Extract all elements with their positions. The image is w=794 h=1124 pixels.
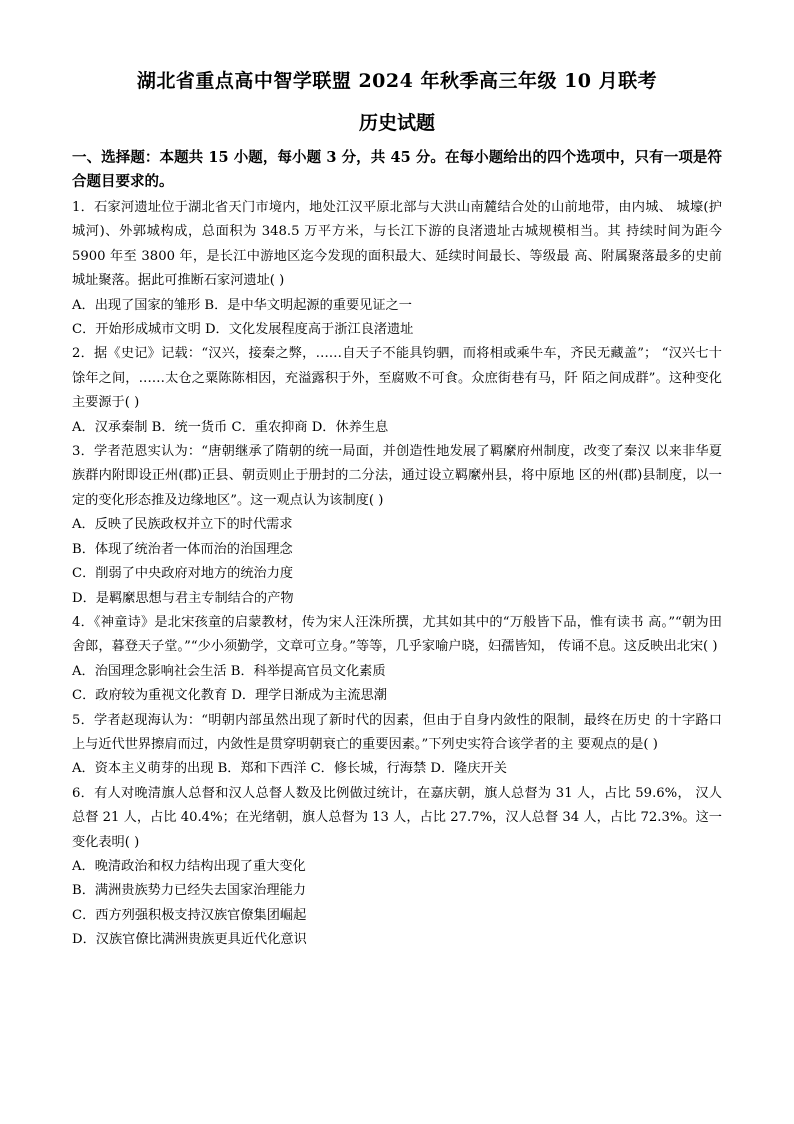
section-heading: 一、选择题：本题共 15 小题，每小题 3 分，共 45 分。在每小题给出的四个选项中，只有一项是符 合题目要求的。 [72,149,722,190]
page-subtitle: 历史试题 [358,112,435,134]
question-stem: 4．《神童诗》是北宋孩童的启蒙教材，传为宋人汪洙所撰，尤其如其中的“万般皆下品，惟有读书 高。”“朝为田舍郎，暮登天子堂。”“少小须勤学，文章可立身。”等等，几乎家喻户晓，妇孺皆知， 传诵不息。这反映出北宋( ) [72,614,722,655]
page-title: 湖北省重点高中智学联盟 2024 年秋季高三年级 10 月联考 [136,70,658,92]
question-stem: 2．据《史记》记载：“汉兴，接秦之弊，……自天子不能具钧驷，而将相或乘牛车，齐民无藏盖”； “汉兴七十馀年之间，……太仓之粟陈陈相因，充溢露积于外，至腐败不可食。众庶街巷有马，阡 陌之间成群”。这种变化主要源于( ) [72,346,722,411]
question-3 [72,440,722,611]
question-option: A．反映了民族政权并立下的时代需求 [72,517,293,533]
question-option: A．资本主义萌芽的出现 B．郑和下西洋 C．修长城，行海禁 D．隆庆开关 [72,761,507,777]
question-option: A．出现了国家的雏形 B．是中华文明起源的重要见证之一 [72,297,412,313]
question-option: A．汉承秦制 B．统一货币 C．重农抑商 D．休养生息 [72,419,389,435]
question-4 [72,611,722,709]
question-option: B．体现了统治者一体而治的治国理念 [72,541,293,557]
question-stem: 6．有人对晚清旗人总督和汉人总督人数及比例做过统计，在嘉庆朝，旗人总督为 31 人，占比 59.6%， 汉人总督 21 人，占比 40.4%；在光绪朝，旗人总督为 13 人，占比 27.7%，汉人总督 34 人，占比 72.3%。这一变化表明( ) [72,785,722,850]
question-option: C．西方列强积极支持汉族官僚集团崛起 [72,907,307,923]
question-option: C．政府较为重视文化教育 D．理学日渐成为主流思潮 [72,688,387,704]
question-stem: 5．学者赵现海认为：“明朝内部虽然出现了新时代的因素，但由于自身内敛性的限制，最终在历史 的十字路口上与近代世界擦肩而过，内敛性是贯穿明朝衰亡的重要因素。”下列史实符合该学者的主 要观点的是( ) [72,712,722,752]
question-2 [72,342,722,440]
question-option: A．晚清政治和权力结构出现了重大变化 [72,858,306,874]
question-option: A．治国理念影响社会生活 B．科举提高官员文化素质 [72,663,386,679]
question-stem: 1．石家河遗址位于湖北省天门市境内，地处江汉平原北部与大洪山南麓结合处的山前地带，由内城、 城壕(护城河)、外郭城构成，总面积为 348.5 万平方米，与长江下游的良渚遗址古城规模相当。其 持续时间为距今 5900 年至 3800 年，是长江中游地区迄今发现的面积最大、延续时间最长、等级最 高、附属聚落最多的史前城址聚落。据此可推断石家河遗址( ) [72,200,722,289]
question-option: B．满洲贵族势力已经失去国家治理能力 [72,883,306,899]
question-6 [72,782,722,953]
question-option: D．是羁縻思想与君主专制结合的产物 [72,590,294,606]
question-stem: 3．学者范恩实认为：“唐朝继承了隋朝的统一局面，并创造性地发展了羁縻府州制度，改变了秦汉 以来非华夏族群内附即设正州(郡)正县、朝贡则止于册封的二分法，通过设立羁縻州县，将中原地 区的州(郡)县制度，以一定的变化形态推及边缘地区”。这一观点认为该制度( ) [72,444,722,508]
question-option: D．汉族官僚比满洲贵族更具近代化意识 [72,932,307,948]
question-option: C．削弱了中央政府对地方的统治力度 [72,566,294,582]
question-5 [72,709,722,782]
question-option: C．开始形成城市文明 D．文化发展程度高于浙江良渚遗址 [72,322,414,338]
question-1 [72,196,722,342]
